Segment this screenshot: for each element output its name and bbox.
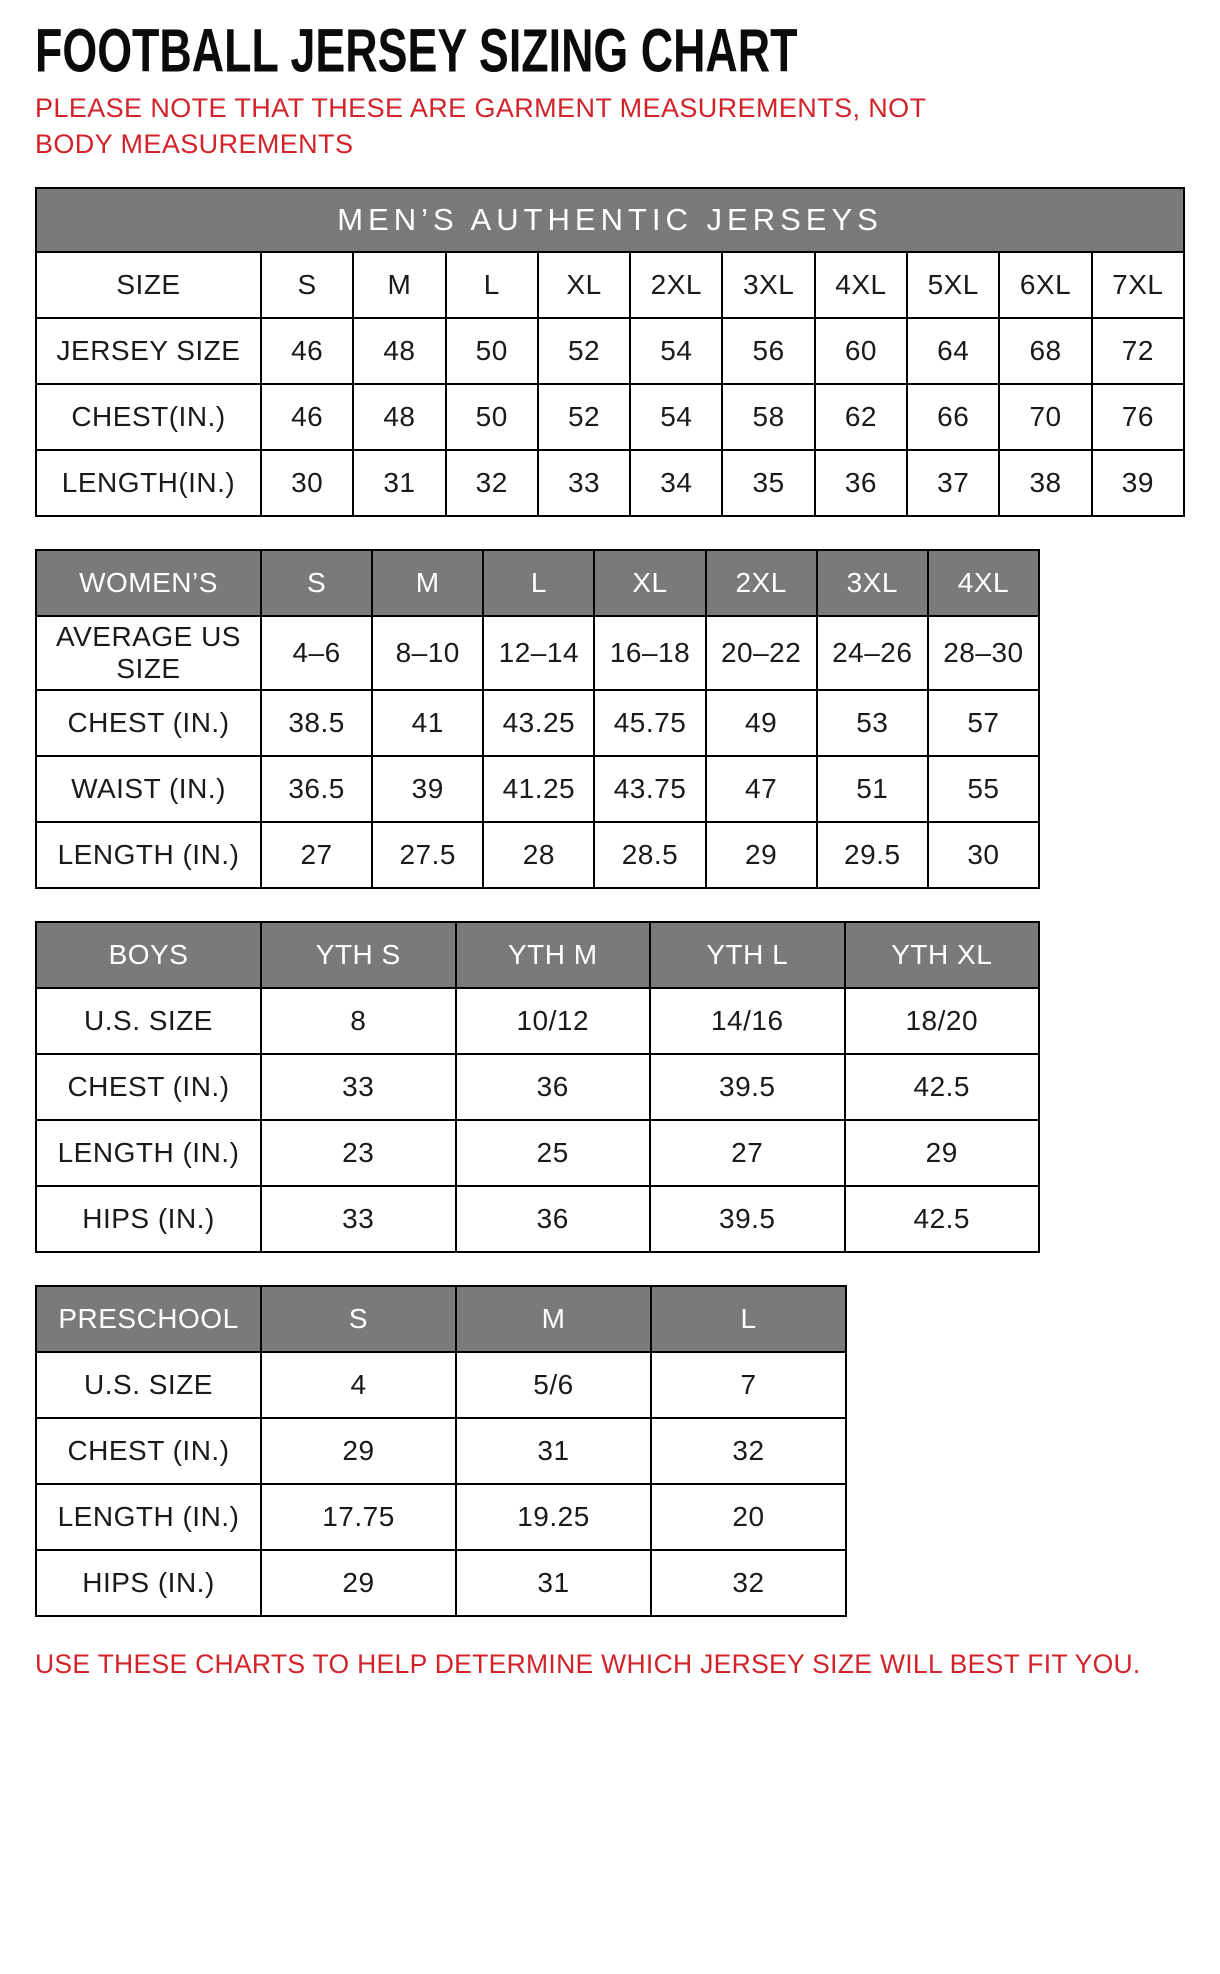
table-cell: 29.5 [817,822,928,888]
table-cell: 54 [630,384,722,450]
table-cell: 7XL [1092,252,1184,318]
table-cell: 2XL [630,252,722,318]
table-cell: 76 [1092,384,1184,450]
table-cell: 47 [706,756,817,822]
row-label: CHEST (IN.) [36,690,261,756]
garment-measurements-note: PLEASE NOTE THAT THESE ARE GARMENT MEASUREMENTS, NOT BODY MEASUREMENTS [35,93,926,160]
table-row [36,318,1184,384]
table-cell: 17.75 [261,1484,456,1550]
table-cell: 33 [538,450,630,516]
table-row [36,1352,846,1418]
table-cell: 31 [456,1418,651,1484]
column-header: 3XL [817,550,928,616]
table-cell: 32 [651,1550,846,1616]
row-label: JERSEY SIZE [36,318,261,384]
table-row [36,450,1184,516]
table-cell: 57 [928,690,1039,756]
table-cell: 28.5 [594,822,705,888]
table-cell: 58 [722,384,814,450]
table-row [36,1418,846,1484]
table-cell: 28–30 [928,616,1039,690]
column-header: M [456,1286,651,1352]
table-cell: 68 [999,318,1091,384]
table-row [36,1550,846,1616]
table-row [36,616,1039,690]
row-label: PRESCHOOL [36,1286,261,1352]
table-cell: 49 [706,690,817,756]
table-cell: 20–22 [706,616,817,690]
table-cell: 38.5 [261,690,372,756]
table-cell: 70 [999,384,1091,450]
column-header: 4XL [928,550,1039,616]
row-label: WAIST (IN.) [36,756,261,822]
table-row [36,690,1039,756]
table-cell: 72 [1092,318,1184,384]
table-cell: L [446,252,538,318]
table-cell: 8 [261,988,456,1054]
table-cell: 36 [815,450,907,516]
table-cell: 60 [815,318,907,384]
table-cell: 41.25 [483,756,594,822]
page-title: FOOTBALL JERSEY SIZING CHART [35,15,798,85]
table-cell: 39.5 [650,1054,845,1120]
row-label: LENGTH(IN.) [36,450,261,516]
table-cell: 48 [353,384,445,450]
table-cell: 36 [456,1186,651,1252]
table-cell: 39 [1092,450,1184,516]
table-cell: 32 [446,450,538,516]
column-header: L [651,1286,846,1352]
table-cell: 30 [928,822,1039,888]
table-cell: 31 [456,1550,651,1616]
table-cell: 31 [353,450,445,516]
table-row [36,252,1184,318]
column-header: S [261,550,372,616]
table-cell: 7 [651,1352,846,1418]
row-label: HIPS (IN.) [36,1550,261,1616]
table-cell: 54 [630,318,722,384]
table-cell: 5/6 [456,1352,651,1418]
column-header: YTH S [261,922,456,988]
table-cell: 29 [261,1418,456,1484]
table-cell: 39 [372,756,483,822]
column-header: YTH XL [845,922,1040,988]
table-row [36,1054,1039,1120]
table-cell: 33 [261,1186,456,1252]
table-cell: 46 [261,384,353,450]
footer-note: USE THESE CHARTS TO HELP DETERMINE WHICH JERSEY SIZE WILL BEST FIT YOU. [35,1648,1141,1679]
table-cell: 29 [261,1550,456,1616]
table-cell: 35 [722,450,814,516]
table-cell: 24–26 [817,616,928,690]
column-header: YTH L [650,922,845,988]
table-cell: 14/16 [650,988,845,1054]
table-cell: 39.5 [650,1186,845,1252]
table-cell: 30 [261,450,353,516]
table-cell: 62 [815,384,907,450]
table-cell: 18/20 [845,988,1040,1054]
table-cell: 8–10 [372,616,483,690]
table-banner-row [36,188,1184,252]
table-cell: 27.5 [372,822,483,888]
table-row [36,756,1039,822]
table-cell: 27 [650,1120,845,1186]
table-cell: 53 [817,690,928,756]
column-header: M [372,550,483,616]
table-cell: 41 [372,690,483,756]
row-label: U.S. SIZE [36,988,261,1054]
table-cell: 48 [353,318,445,384]
table-header-row [36,550,1039,616]
table-cell: 16–18 [594,616,705,690]
table-cell: 51 [817,756,928,822]
table-cell: 50 [446,318,538,384]
table-cell: 56 [722,318,814,384]
row-label: CHEST (IN.) [36,1054,261,1120]
row-label: U.S. SIZE [36,1352,261,1418]
row-label: LENGTH (IN.) [36,1120,261,1186]
table-cell: 43.75 [594,756,705,822]
preschool-sizing-table [35,1285,847,1617]
table-row [36,1484,846,1550]
column-header: L [483,550,594,616]
table-cell: 25 [456,1120,651,1186]
table-cell: 36 [456,1054,651,1120]
table-cell: 64 [907,318,999,384]
row-label: AVERAGE US SIZE [36,616,261,690]
table-cell: 29 [845,1120,1040,1186]
table-cell: 36.5 [261,756,372,822]
table-header-row [36,1286,846,1352]
table-cell: S [261,252,353,318]
table-cell: 3XL [722,252,814,318]
table-cell: M [353,252,445,318]
table-cell: 46 [261,318,353,384]
table-cell: 55 [928,756,1039,822]
table-cell: 37 [907,450,999,516]
table-banner: MEN’S AUTHENTIC JERSEYS [36,188,1184,252]
table-cell: 50 [446,384,538,450]
table-cell: 6XL [999,252,1091,318]
column-header: S [261,1286,456,1352]
table-cell: 19.25 [456,1484,651,1550]
womens-sizing-table [35,549,1040,889]
column-header: 2XL [706,550,817,616]
row-label: LENGTH (IN.) [36,822,261,888]
row-label: HIPS (IN.) [36,1186,261,1252]
table-cell: 45.75 [594,690,705,756]
table-cell: 10/12 [456,988,651,1054]
table-cell: 5XL [907,252,999,318]
row-label: BOYS [36,922,261,988]
column-header: XL [594,550,705,616]
row-label: LENGTH (IN.) [36,1484,261,1550]
table-cell: 29 [706,822,817,888]
table-row [36,988,1039,1054]
table-cell: 33 [261,1054,456,1120]
row-label: CHEST (IN.) [36,1418,261,1484]
row-label: SIZE [36,252,261,318]
table-cell: 52 [538,318,630,384]
table-cell: 66 [907,384,999,450]
table-cell: 34 [630,450,722,516]
table-cell: 32 [651,1418,846,1484]
row-label: WOMEN’S [36,550,261,616]
table-cell: 42.5 [845,1186,1040,1252]
table-cell: 4 [261,1352,456,1418]
table-row [36,1120,1039,1186]
boys-sizing-table [35,921,1040,1253]
table-cell: 42.5 [845,1054,1040,1120]
table-cell: 27 [261,822,372,888]
table-cell: 4–6 [261,616,372,690]
table-cell: 4XL [815,252,907,318]
table-row [36,384,1184,450]
mens-authentic-jerseys-table [35,187,1185,517]
table-cell: 52 [538,384,630,450]
table-cell: 28 [483,822,594,888]
table-cell: 12–14 [483,616,594,690]
table-cell: XL [538,252,630,318]
table-row [36,1186,1039,1252]
row-label: CHEST(IN.) [36,384,261,450]
table-cell: 38 [999,450,1091,516]
column-header: YTH M [456,922,651,988]
table-cell: 20 [651,1484,846,1550]
table-cell: 43.25 [483,690,594,756]
table-header-row [36,922,1039,988]
table-row [36,822,1039,888]
table-cell: 23 [261,1120,456,1186]
